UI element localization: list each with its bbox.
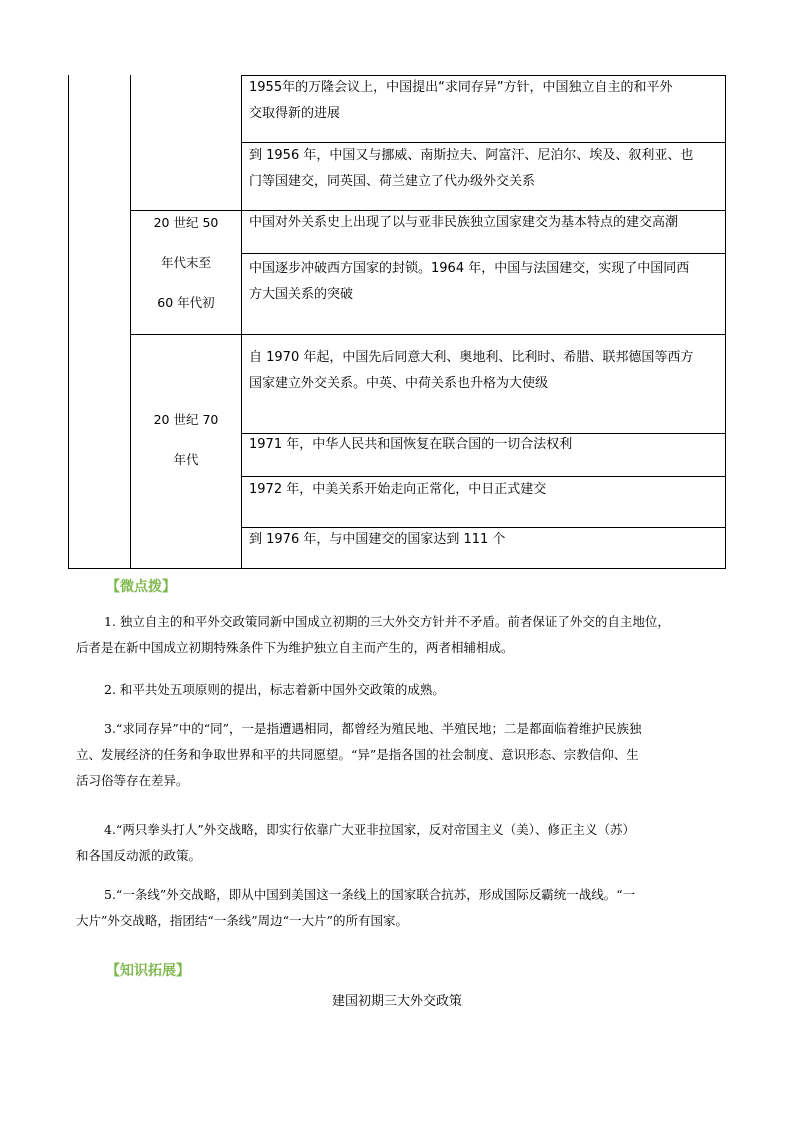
event-line: 1972 年，中美关系开始走向正常化，中日正式建交	[249, 482, 547, 497]
tip-line: 后者是在新中国成立初期特殊条件下为维护独立自主而产生的，两者相辅相成。	[76, 640, 514, 655]
event-1956-recognition	[249, 143, 693, 195]
event-1976-111-countries	[249, 527, 505, 553]
tip-line: 立、发展经济的任务和争取世界和平的共同愿望。“异”是指各国的社会制度、意识形态、宗教信仰、生	[76, 747, 639, 762]
tip-line: 5.“一条线”外交战略，即从中国到美国这一条线上的国家联合抗苏，形成国际反霸统一战线。“一	[104, 887, 636, 902]
tip-point-4	[76, 817, 724, 869]
period-late-50s-early-60s	[131, 214, 241, 334]
tip-line: 4.“两只拳头打人”外交战略，即实行依靠广大亚非拉国家，反对帝国主义（美）、修正主义（苏）	[104, 822, 635, 837]
event-line: 门等国建交，同英国、荷兰建立了代办级外交关系	[249, 174, 536, 189]
extension-caption: 建国初期三大外交政策	[331, 994, 462, 1009]
period-line: 60 年代初	[157, 295, 215, 310]
event-line: 到 1956 年，中国又与挪威、南斯拉夫、阿富汗、尼泊尔、埃及、叙利亚、也	[249, 148, 694, 163]
event-line: 交取得新的进展	[249, 106, 341, 121]
event-line: 1971 年，中华人民共和国恢复在联合国的一切合法权利	[249, 437, 573, 452]
period-line: 20 世纪 50	[153, 215, 219, 230]
event-afro-asian-recognition-wave	[249, 210, 678, 236]
tip-line: 1. 独立自主的和平外交政策同新中国成立初期的三大外交方针并不矛盾。前者保证了外交的自主地位，	[104, 614, 670, 629]
event-1970-western-recognition	[249, 345, 693, 397]
event-1972-us-japan	[249, 477, 546, 503]
tip-point-2	[104, 677, 724, 703]
event-line: 方大国关系的突破	[249, 287, 354, 302]
tip-line: 和各国反动派的政策。	[76, 848, 202, 863]
event-line: 中国对外关系史上出现了以与亚非民族独立国家建交为基本特点的建交高潮	[249, 215, 679, 230]
tip-point-3	[76, 716, 724, 794]
period-1970s	[131, 411, 241, 491]
event-line: 1955年的万隆会议上，中国提出“求同存异”方针，中国独立自主的和平外	[249, 80, 673, 95]
extension-heading: 【知识拓展】	[106, 963, 190, 979]
period-line: 年代	[173, 452, 199, 467]
tip-line: 大片”外交战略，指团结“一条线”周边“一大片”的所有国家。	[76, 913, 408, 928]
event-1955-bandung	[249, 75, 673, 127]
event-1971-un-seat	[249, 432, 572, 458]
period-line: 20 世纪 70	[153, 412, 219, 427]
diplomacy-timeline-table	[68, 75, 726, 569]
event-line: 国家建立外交关系。中英、中荷关系也升格为大使级	[249, 376, 549, 391]
event-line: 中国逐步冲破西方国家的封锁。1964 年，中国与法国建交，实现了中国同西	[249, 261, 690, 276]
event-line: 到 1976 年，与中国建交的国家达到 111 个	[249, 532, 506, 547]
tip-point-5	[76, 882, 724, 934]
tip-line: 活习俗等存在差异。	[76, 773, 189, 788]
tip-point-1	[76, 609, 724, 661]
period-line: 年代末至	[160, 255, 211, 270]
tip-line: 2. 和平共处五项原则的提出，标志着新中国外交政策的成熟。	[104, 682, 445, 697]
event-line: 自 1970 年起，中国先后同意大利、奥地利、比利时、希腊、联邦德国等西方	[249, 350, 694, 365]
event-1964-france	[249, 256, 689, 308]
tip-line: 3.“求同存异”中的“同”，一是指遭遇相同，都曾经为殖民地、半殖民地；二是都面临着维护民族独	[104, 721, 642, 736]
tip-heading: 【微点拨】	[106, 579, 176, 595]
